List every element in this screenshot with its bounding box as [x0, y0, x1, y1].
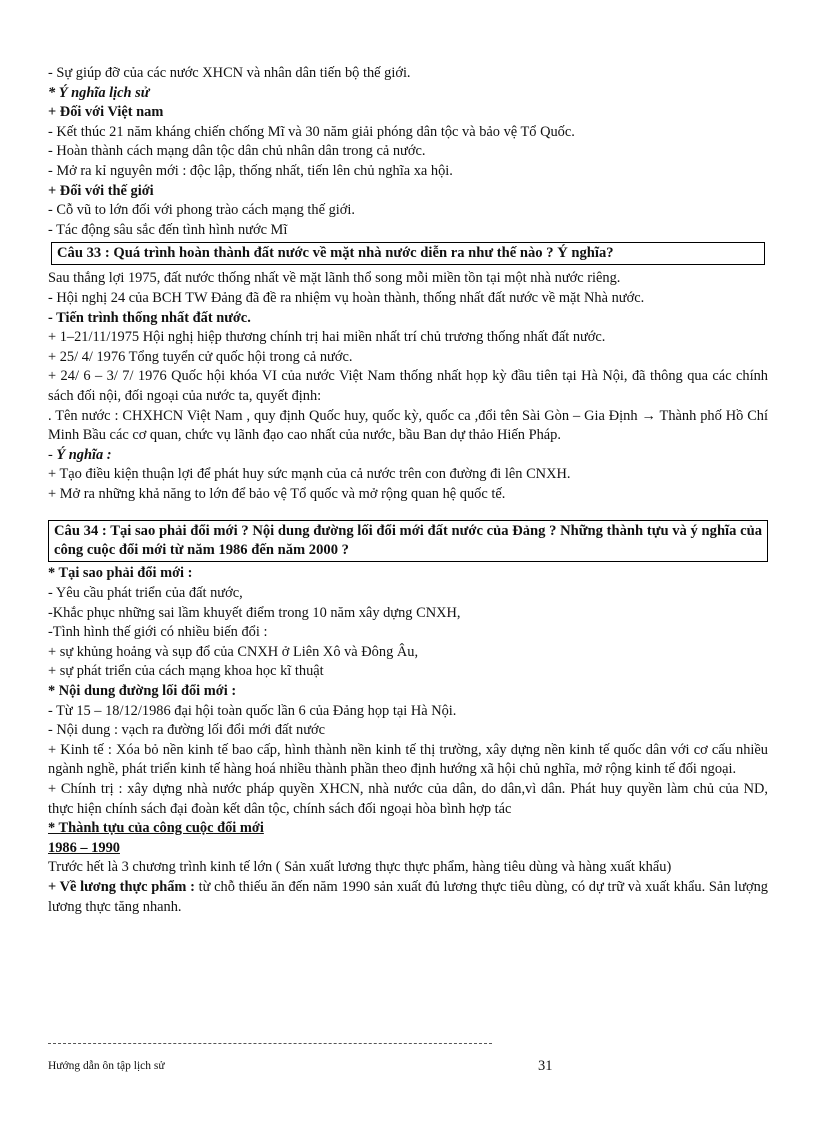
dash-marker: - — [48, 446, 57, 463]
significance-heading — [48, 446, 768, 466]
text-line: + Mở ra những khả năng to lớn để bảo vệ Tổ quốc và mở rộng quan hệ quốc tế. — [48, 485, 506, 502]
text-line: + 1–21/11/1975 Hội nghị hiệp thương chính trị hai miền nhất trí chủ trương thống nhất đất nước. — [48, 329, 606, 346]
text-line: - Yêu cầu phát triển của đất nước, — [48, 585, 243, 602]
text-line: - Hội nghị 24 của BCH TW Đảng đã đề ra nhiệm vụ hoàn thành, thống nhất đất nước về mặt Nhà nước. — [48, 289, 645, 306]
food-paragraph — [48, 878, 768, 917]
text-line: - Hoàn thành cách mạng dân tộc dân chủ nhân dân trong cả nước. — [48, 143, 426, 160]
subsection-heading: + Đối với thế giới — [48, 182, 154, 199]
text-line: + Kinh tế : Xóa bỏ nền kinh tế bao cấp, hình thành nền kinh tế thị trường, xây dựng nền kinh tế quốc dân với cơ cấu nhiều ngành nghề, phát triển kinh tế hàng hoá nhiều thành phần theo định hướng xã hội chủ nghĩa, mở rộng kinh tế đối ngoại. — [48, 741, 768, 778]
text-line: - Cỗ vũ to lớn đối với phong trào cách mạng thế giới. — [48, 202, 355, 219]
page-number: 31 — [538, 1058, 553, 1074]
period-heading: 1986 – 1990 — [48, 839, 120, 856]
text-line: - Kết thúc 21 năm kháng chiến chống Mĩ và 30 năm giải phóng dân tộc và bảo vệ Tổ Quốc. — [48, 123, 575, 140]
text-line: - Tác động sâu sắc đến tình hình nước Mĩ — [48, 221, 288, 238]
section-heading: * Nội dung đường lối đổi mới : — [48, 683, 237, 700]
text-line: -Tình hình thế giới có nhiều biến đổi : — [48, 624, 268, 641]
text-line: + sự phát triển của cách mạng khoa học kĩ thuật — [48, 663, 324, 680]
text-line: + 24/ 6 – 3/ 7/ 1976 Quốc hội khóa VI của nước Việt Nam thống nhất họp kỳ đầu tiên tại Hà Nội, đã thông qua các chính sách đối nội, đối ngoại của nước ta, quyết định: — [48, 368, 768, 404]
text-line: + sự khủng hoảng và sụp đổ của CNXH ở Liên Xô và Đông Âu, — [48, 643, 419, 660]
text-line: - Mở ra kỉ nguyên mới : độc lập, thống nhất, tiến lên chủ nghĩa xa hội. — [48, 162, 453, 179]
food-text: từ chỗ thiếu ăn đến năm 1990 sản xuất đủ lương thực tiêu dùng, có dự trữ và xuất khẩu. Sản lượng lương thực tăng nhanh. — [48, 878, 768, 915]
section-heading: * Ý nghĩa lịch sử — [48, 84, 150, 101]
subsection-heading: + Đối với Việt nam — [48, 104, 164, 121]
footer-title: Hướng dẫn ôn tập lịch sử — [48, 1060, 165, 1072]
text-line: -Khắc phục những sai lầm khuyết điểm trong 10 năm xây dựng CNXH, — [48, 604, 461, 621]
document-body — [48, 64, 768, 917]
subsection-heading: - Tiến trình thống nhất đất nước. — [48, 309, 251, 326]
text-line: + Tạo điều kiện thuận lợi để phát huy sức mạnh của cả nước trên con đường đi lên CNXH. — [48, 466, 571, 483]
question-34-box: Câu 34 : Tại sao phải đổi mới ? Nội dung đường lối đổi mới đất nước của Đảng ? Những thành tựu và ý nghĩa của công cuộc đổi mới từ năm 1986 đến năm 2000 ? — [48, 520, 768, 562]
text-line: - Nội dung : vạch ra đường lối đổi mới đất nước — [48, 722, 326, 739]
text-line: Sau thắng lợi 1975, đất nước thống nhất về mặt lãnh thổ song mỗi miền tồn tại một nhà nước riêng. — [48, 270, 621, 287]
section-heading: * Tại sao phải đổi mới : — [48, 565, 193, 582]
footer-divider — [48, 1043, 492, 1044]
text-line: . Tên nước : CHXHCN Việt Nam , quy định Quốc huy, quốc kỳ, quốc ca ,đổi tên Sài Gòn – Gia Định → Thành phố Hồ Chí Minh Bầu các cơ quan, chức vụ lãnh đạo cao nhất của nước, bầu Ban dự thảo Hiến Pháp. — [48, 407, 768, 444]
spacer — [48, 504, 768, 518]
text-line: - Từ 15 – 18/12/1986 đại hội toàn quốc lần 6 của Đảng họp tại Hà Nội. — [48, 702, 457, 719]
text-line: Trước hết là 3 chương trình kinh tế lớn ( Sản xuất lương thực thực phẩm, hàng tiêu dùng và hàng xuất khẩu) — [48, 859, 672, 876]
significance-label: Ý nghĩa : — [56, 446, 112, 463]
section-heading: * Thành tựu của công cuộc đổi mới — [48, 820, 264, 837]
text-line: + 25/ 4/ 1976 Tổng tuyển cử quốc hội trong cả nước. — [48, 348, 353, 365]
text-line: - Sự giúp đỡ của các nước XHCN và nhân dân tiến bộ thế giới. — [48, 65, 411, 81]
question-33-box: Câu 33 : Quá trình hoàn thành đất nước về mặt nhà nước diễn ra như thế nào ? Ý nghĩa? — [51, 242, 765, 265]
food-heading: + Về lương thực phẩm : — [48, 878, 195, 895]
text-line: + Chính trị : xây dựng nhà nước pháp quyền XHCN, nhà nước của dân, do dân,vì dân. Phát huy quyền làm chủ của ND, thực hiện chính sách đại đoàn kết dân tộc, chính sách đối ngoại hòa bình hợp tác — [48, 781, 768, 817]
